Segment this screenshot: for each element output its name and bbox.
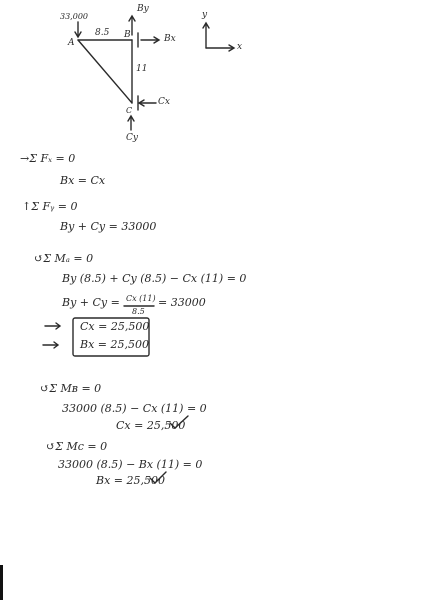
cy-label: Cy [126, 133, 138, 143]
ma-answer-cx: Cx = 25,500 [80, 320, 150, 333]
joint-b-label: B [124, 30, 131, 40]
joint-c-label: C [126, 106, 133, 115]
axis-x-label: x [237, 42, 243, 52]
ma-answer-bx: Bx = 25,500 [80, 338, 149, 351]
fy-equation-header: ↑Σ Fᵧ = 0 [22, 200, 78, 213]
ma-equation-line2b: = 33000 [158, 296, 206, 309]
mb-equation-line1: 33000 (8.5) − Cx (11) = 0 [62, 402, 207, 415]
ma-fraction-denominator: 8.5 [132, 307, 145, 316]
bx-label: Bx [164, 34, 176, 44]
by-label: By [137, 4, 149, 14]
mb-equation-line2: Cx = 25,500 [116, 419, 186, 432]
fy-equation-line: By + Cy = 33000 [60, 220, 157, 233]
member-ac [78, 40, 132, 103]
mc-equation-header: ↺Σ Mc = 0 [46, 440, 108, 453]
joint-a-label: A [68, 38, 75, 48]
dim-vert-label: 11 [136, 64, 148, 74]
mc-equation-line2: Bx = 25,500 [96, 474, 165, 487]
dim-top-label: 8.5 [95, 28, 110, 38]
axis-y-label: y [202, 10, 208, 20]
load-label: 33,000 [60, 12, 88, 21]
scan-edge-mark [0, 565, 3, 600]
cx-label: Cx [158, 97, 170, 107]
fx-equation-header: →Σ Fₓ = 0 [20, 152, 76, 165]
mc-equation-line1: 33000 (8.5) − Bx (11) = 0 [58, 458, 203, 471]
ma-equation-header: ↺Σ Mₐ = 0 [34, 252, 94, 265]
ma-equation-line2a: By + Cy = [62, 296, 120, 309]
mb-equation-header: ↺Σ Mʙ = 0 [40, 382, 102, 395]
fx-equation-line: Bx = Cx [60, 174, 106, 187]
ma-equation-line1: By (8.5) + Cy (8.5) − Cx (11) = 0 [62, 272, 247, 285]
ma-fraction-numerator: Cx (11) [126, 294, 156, 303]
